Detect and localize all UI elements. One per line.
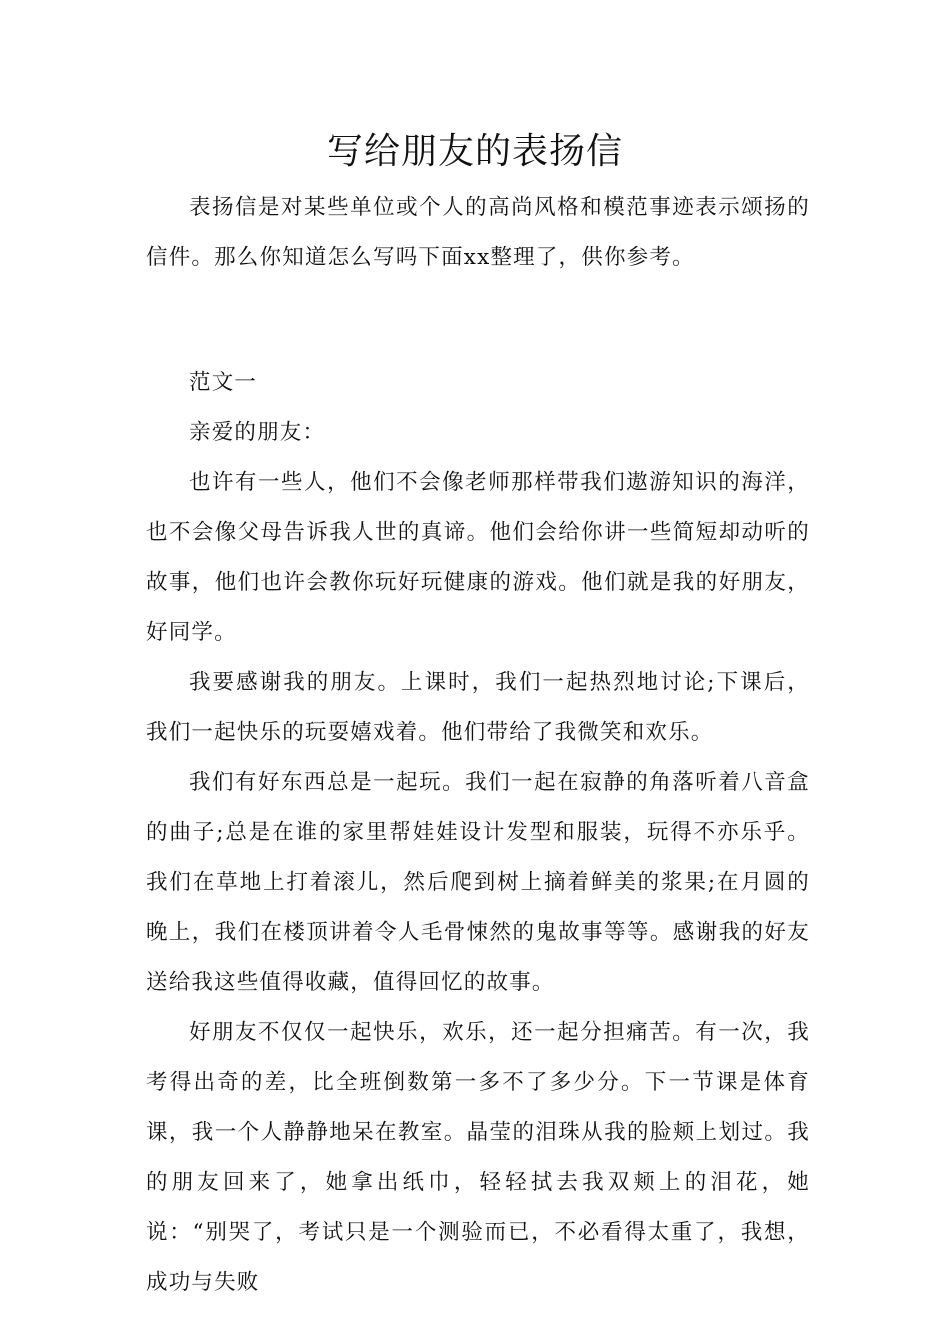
body-paragraph: 也许有一些人，他们不会像老师那样带我们遨游知识的海洋，也不会像父母告诉我人世的真谛。他们会给你讲一些简短却动听的故事，他们也许会教你玩好玩健康的游戏。他们就是我的好朋友，好同学。 [146, 470, 810, 645]
body-paragraph: 我要感谢我的朋友。上课时，我们一起热烈地讨论;下课后，我们一起快乐的玩耍嬉戏着。他们带给了我微笑和欢乐。 [146, 670, 810, 745]
salutation: 亲爱的朋友： [189, 420, 326, 445]
body-paragraph: 好朋友不仅仅一起快乐，欢乐，还一起分担痛苦。有一次，我考得出奇的差，比全班倒数第一多不了多少分。下一节课是体育课，我一个人静静地呆在教室。晶莹的泪珠从我的脸颊上划过。我的朋友回来了，她拿出纸巾，轻轻拭去我双颊上的泪花，她说：“别哭了，考试只是一个测验而已，不必看得太重了，我想，成功与失败 [146, 1020, 810, 1295]
body-paragraph: 我们有好东西总是一起玩。我们一起在寂静的角落听着八音盒的曲子;总是在谁的家里帮娃娃设计发型和服装，玩得不亦乐乎。我们在草地上打着滚儿，然后爬到树上摘着鲜美的浆果;在月圆的晚上，我们在楼顶讲着令人毛骨悚然的鬼故事等等。感谢我的好友送给我这些值得收藏，值得回忆的故事。 [146, 770, 810, 995]
blank-line [146, 283, 810, 333]
blank-line [146, 333, 810, 358]
document-body [146, 183, 810, 1308]
intro-paragraph: 表扬信是对某些单位或个人的高尚风格和模范事迹表示颂扬的信件。那么你知道怎么写吗下面xx整理了，供你参考。 [146, 195, 810, 270]
document-title: 写给朋友的表扬信 [326, 131, 623, 172]
section-label: 范文一 [189, 370, 258, 395]
